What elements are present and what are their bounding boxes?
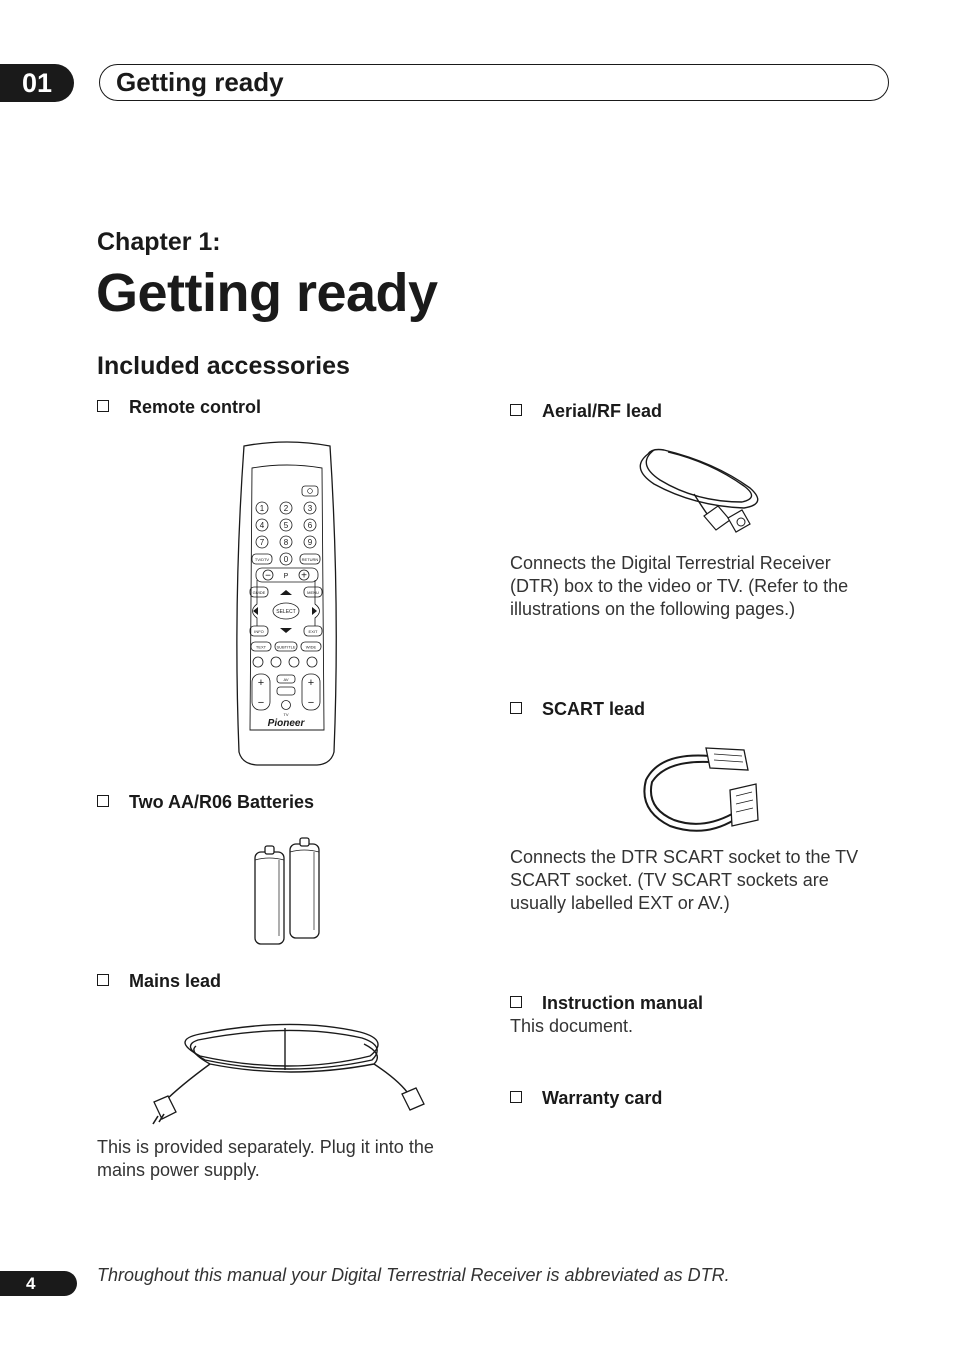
item-label: Mains lead	[129, 971, 222, 991]
remote-digit-label: 3	[307, 504, 313, 513]
scart-lead-illustration	[640, 740, 762, 836]
remote-digit-label: 8	[283, 538, 289, 547]
scart-lead-description: Connects the DTR SCART socket to the TV SCART socket. (TV SCART sockets are usually labelled EXT or AV.)	[510, 847, 859, 913]
remote-minus-label: −	[265, 570, 271, 582]
item-label: Remote control	[129, 397, 262, 417]
item-mains-lead	[97, 970, 221, 992]
item-label: Two AA/R06 Batteries	[129, 792, 315, 812]
checkbox-icon	[97, 974, 109, 986]
remote-select-label: SELECT	[276, 609, 296, 615]
item-label: SCART lead	[542, 699, 646, 719]
checkbox-icon	[97, 795, 109, 807]
footer-note: Throughout this manual your Digital Terrestrial Receiver is abbreviated as DTR.	[97, 1265, 730, 1285]
page-number-tab: 4	[0, 1271, 77, 1296]
aerial-rf-lead-description: Connects the Digital Terrestrial Receiver (DTR) box to the video or TV. (Refer to the illustrations on the following pages.)	[510, 553, 849, 619]
remote-digit-label: 1	[259, 504, 265, 513]
item-instruction-manual	[510, 992, 703, 1014]
remote-guide-label: GUIDE	[252, 590, 266, 595]
item-label: Instruction manual	[542, 993, 704, 1013]
remote-digit-label: 2	[283, 504, 289, 513]
checkbox-icon	[97, 400, 109, 412]
remote-tv-label: TV	[283, 712, 289, 717]
section-title: Included accessories	[97, 352, 350, 380]
remote-brand-logo: Pioneer	[267, 718, 305, 729]
mains-lead-illustration	[150, 1016, 430, 1128]
batteries-illustration	[252, 836, 322, 948]
remote-ch-plus-label: +	[307, 677, 315, 689]
remote-control-illustration	[232, 440, 342, 768]
remote-vol-minus-label: −	[257, 697, 265, 709]
item-remote-control	[97, 396, 261, 418]
remote-menu-label: MENU	[307, 590, 319, 595]
remote-channel-label: P	[283, 573, 289, 580]
remote-digit-label: 7	[259, 538, 265, 547]
instruction-manual-description: This document.	[510, 1016, 634, 1036]
item-aerial-rf-lead	[510, 400, 662, 422]
remote-subtitle-label: SUBTITLE	[276, 644, 296, 650]
header-title: Getting ready	[116, 67, 284, 97]
checkbox-icon	[510, 702, 522, 714]
remote-wide-label: WIDE	[305, 644, 317, 650]
remote-info-label: INFO	[254, 629, 264, 634]
remote-vol-plus-label: +	[257, 677, 265, 689]
remote-digit-label: 5	[283, 521, 289, 530]
remote-digit-label: 6	[307, 521, 313, 530]
item-label: Aerial/RF lead	[542, 401, 663, 421]
checkbox-icon	[510, 1091, 522, 1103]
remote-digit-label: 9	[307, 538, 313, 547]
remote-ch-minus-label: −	[307, 697, 315, 709]
chapter-label: Chapter 1:	[97, 228, 221, 256]
item-scart-lead	[510, 698, 645, 720]
chapter-title: Getting ready	[96, 263, 438, 323]
checkbox-icon	[510, 404, 522, 416]
remote-return-label: RETURN	[301, 557, 319, 562]
remote-plus-label: +	[301, 570, 307, 582]
remote-exit-label: EXIT	[308, 629, 318, 634]
remote-tv-dtv-label: TV/DTV	[254, 557, 270, 562]
aerial-rf-lead-illustration	[634, 444, 766, 542]
remote-digit-label: 4	[259, 521, 265, 530]
item-label: Warranty card	[542, 1088, 663, 1108]
item-batteries	[97, 791, 314, 813]
mains-lead-description: This is provided separately. Plug it into the mains power supply.	[97, 1137, 434, 1180]
remote-digit-label: 0	[283, 555, 289, 564]
remote-av-label: AV	[283, 677, 289, 682]
checkbox-icon	[510, 996, 522, 1008]
item-warranty-card	[510, 1087, 662, 1109]
chapter-number-tab: 01	[0, 64, 74, 102]
remote-text-label: TEXT	[255, 644, 267, 650]
